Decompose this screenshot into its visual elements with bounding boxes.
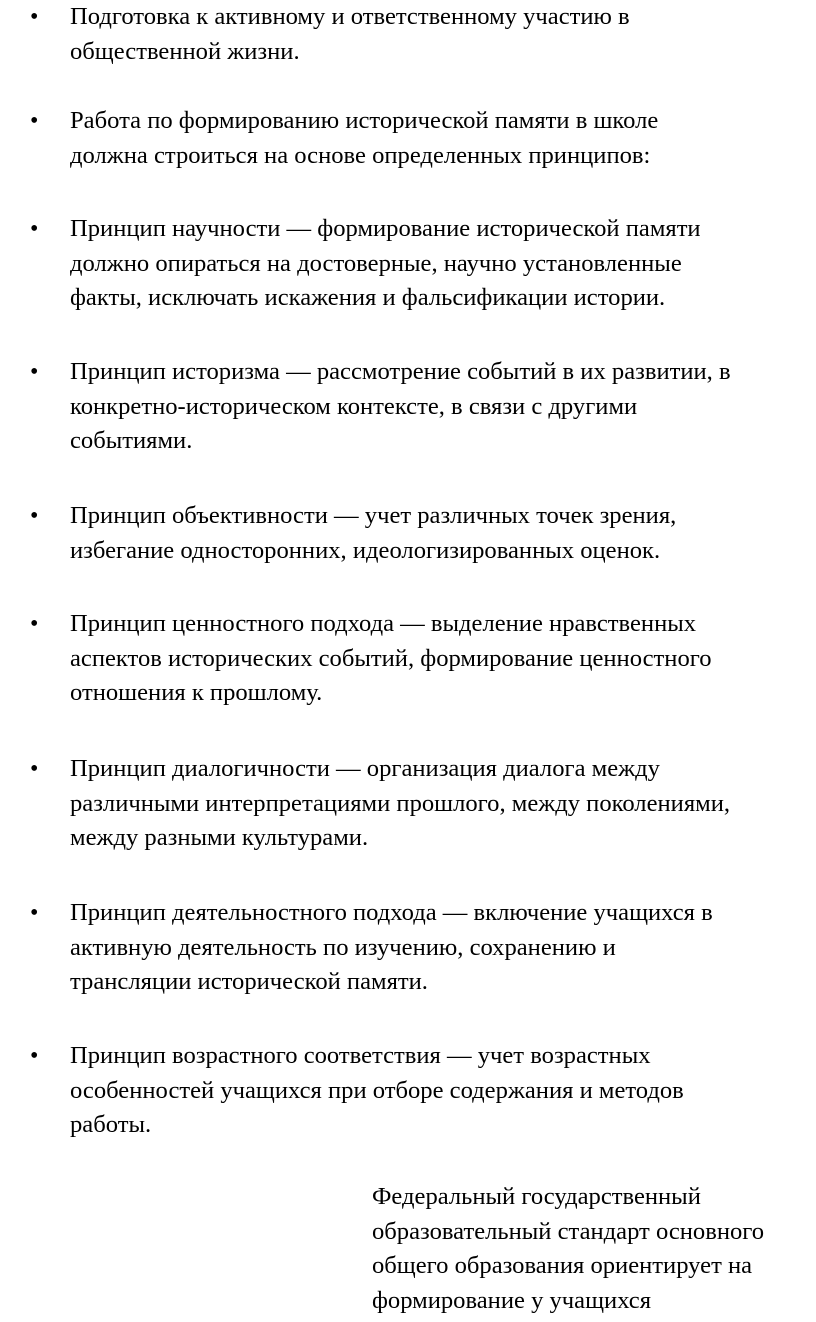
- text-line: Принцип диалогичности — организация диалога между: [70, 755, 660, 782]
- list-item-text: [70, 752, 730, 856]
- text-line: общественной жизни.: [70, 37, 300, 65]
- text-line: Федеральный государственный: [372, 1183, 701, 1210]
- text-line: должна строиться на основе определенных принципов:: [70, 141, 651, 169]
- text-line: различными интерпретациями прошлого, между поколениями,: [70, 789, 731, 817]
- text-line: Принцип историзма — рассмотрение событий в их развитии, в: [70, 358, 731, 385]
- text-line: событиями.: [70, 427, 193, 454]
- fgos-note-paragraph: [372, 1180, 764, 1318]
- text-line: Работа по формированию исторической памяти в школе: [70, 107, 659, 134]
- text-line: Принцип возрастного соответствия — учет возрастных: [70, 1042, 651, 1069]
- list-item-text: [70, 104, 658, 173]
- list-item-text: [70, 212, 701, 316]
- list-item-text: [70, 0, 630, 69]
- bullet-icon: •: [30, 1043, 39, 1069]
- list-item-text: [70, 896, 713, 1000]
- text-line: Принцип деятельностного подхода — включение учащихся в: [70, 899, 713, 926]
- list-item-text: [70, 1039, 684, 1143]
- list-item-text: [70, 355, 731, 459]
- bullet-icon: •: [30, 900, 39, 926]
- text-line: работы.: [70, 1111, 152, 1138]
- bullet-icon: •: [30, 108, 39, 134]
- bullet-icon: •: [30, 503, 39, 529]
- text-line: Подготовка к активному и ответственному участию в: [70, 3, 630, 30]
- text-line: Принцип ценностного подхода — выделение нравственных: [70, 610, 697, 637]
- list-item-text: [70, 499, 676, 568]
- text-line: общего образования ориентирует на: [372, 1252, 753, 1279]
- list-item-text: [70, 607, 712, 711]
- bullet-icon: •: [30, 216, 39, 242]
- bullet-icon: •: [30, 756, 39, 782]
- bullet-icon: •: [30, 359, 39, 385]
- bullet-icon: •: [30, 4, 39, 30]
- bullet-icon: •: [30, 611, 39, 637]
- text-line: аспектов исторических событий, формирование ценностного: [70, 644, 712, 672]
- text-line: Принцип научности — формирование исторической памяти: [70, 215, 701, 242]
- text-line: избегание односторонних, идеологизированных оценок.: [70, 536, 661, 564]
- text-line: формирование у учащихся: [372, 1286, 652, 1314]
- text-line: трансляции исторической памяти.: [70, 968, 428, 995]
- text-line: отношения к прошлому.: [70, 679, 323, 706]
- text-line: конкретно-историческом контексте, в связи с другими: [70, 392, 638, 420]
- text-line: Принцип объективности — учет различных точек зрения,: [70, 502, 677, 529]
- text-line: активную деятельность по изучению, сохранению и: [70, 933, 616, 961]
- text-line: между разными культурами.: [70, 824, 369, 851]
- text-line: особенностей учащихся при отборе содержания и методов: [70, 1076, 684, 1104]
- text-line: образовательный стандарт основного: [372, 1217, 765, 1245]
- text-line: должно опираться на достоверные, научно установленные: [70, 249, 682, 277]
- text-line: факты, исключать искажения и фальсификации истории.: [70, 284, 666, 311]
